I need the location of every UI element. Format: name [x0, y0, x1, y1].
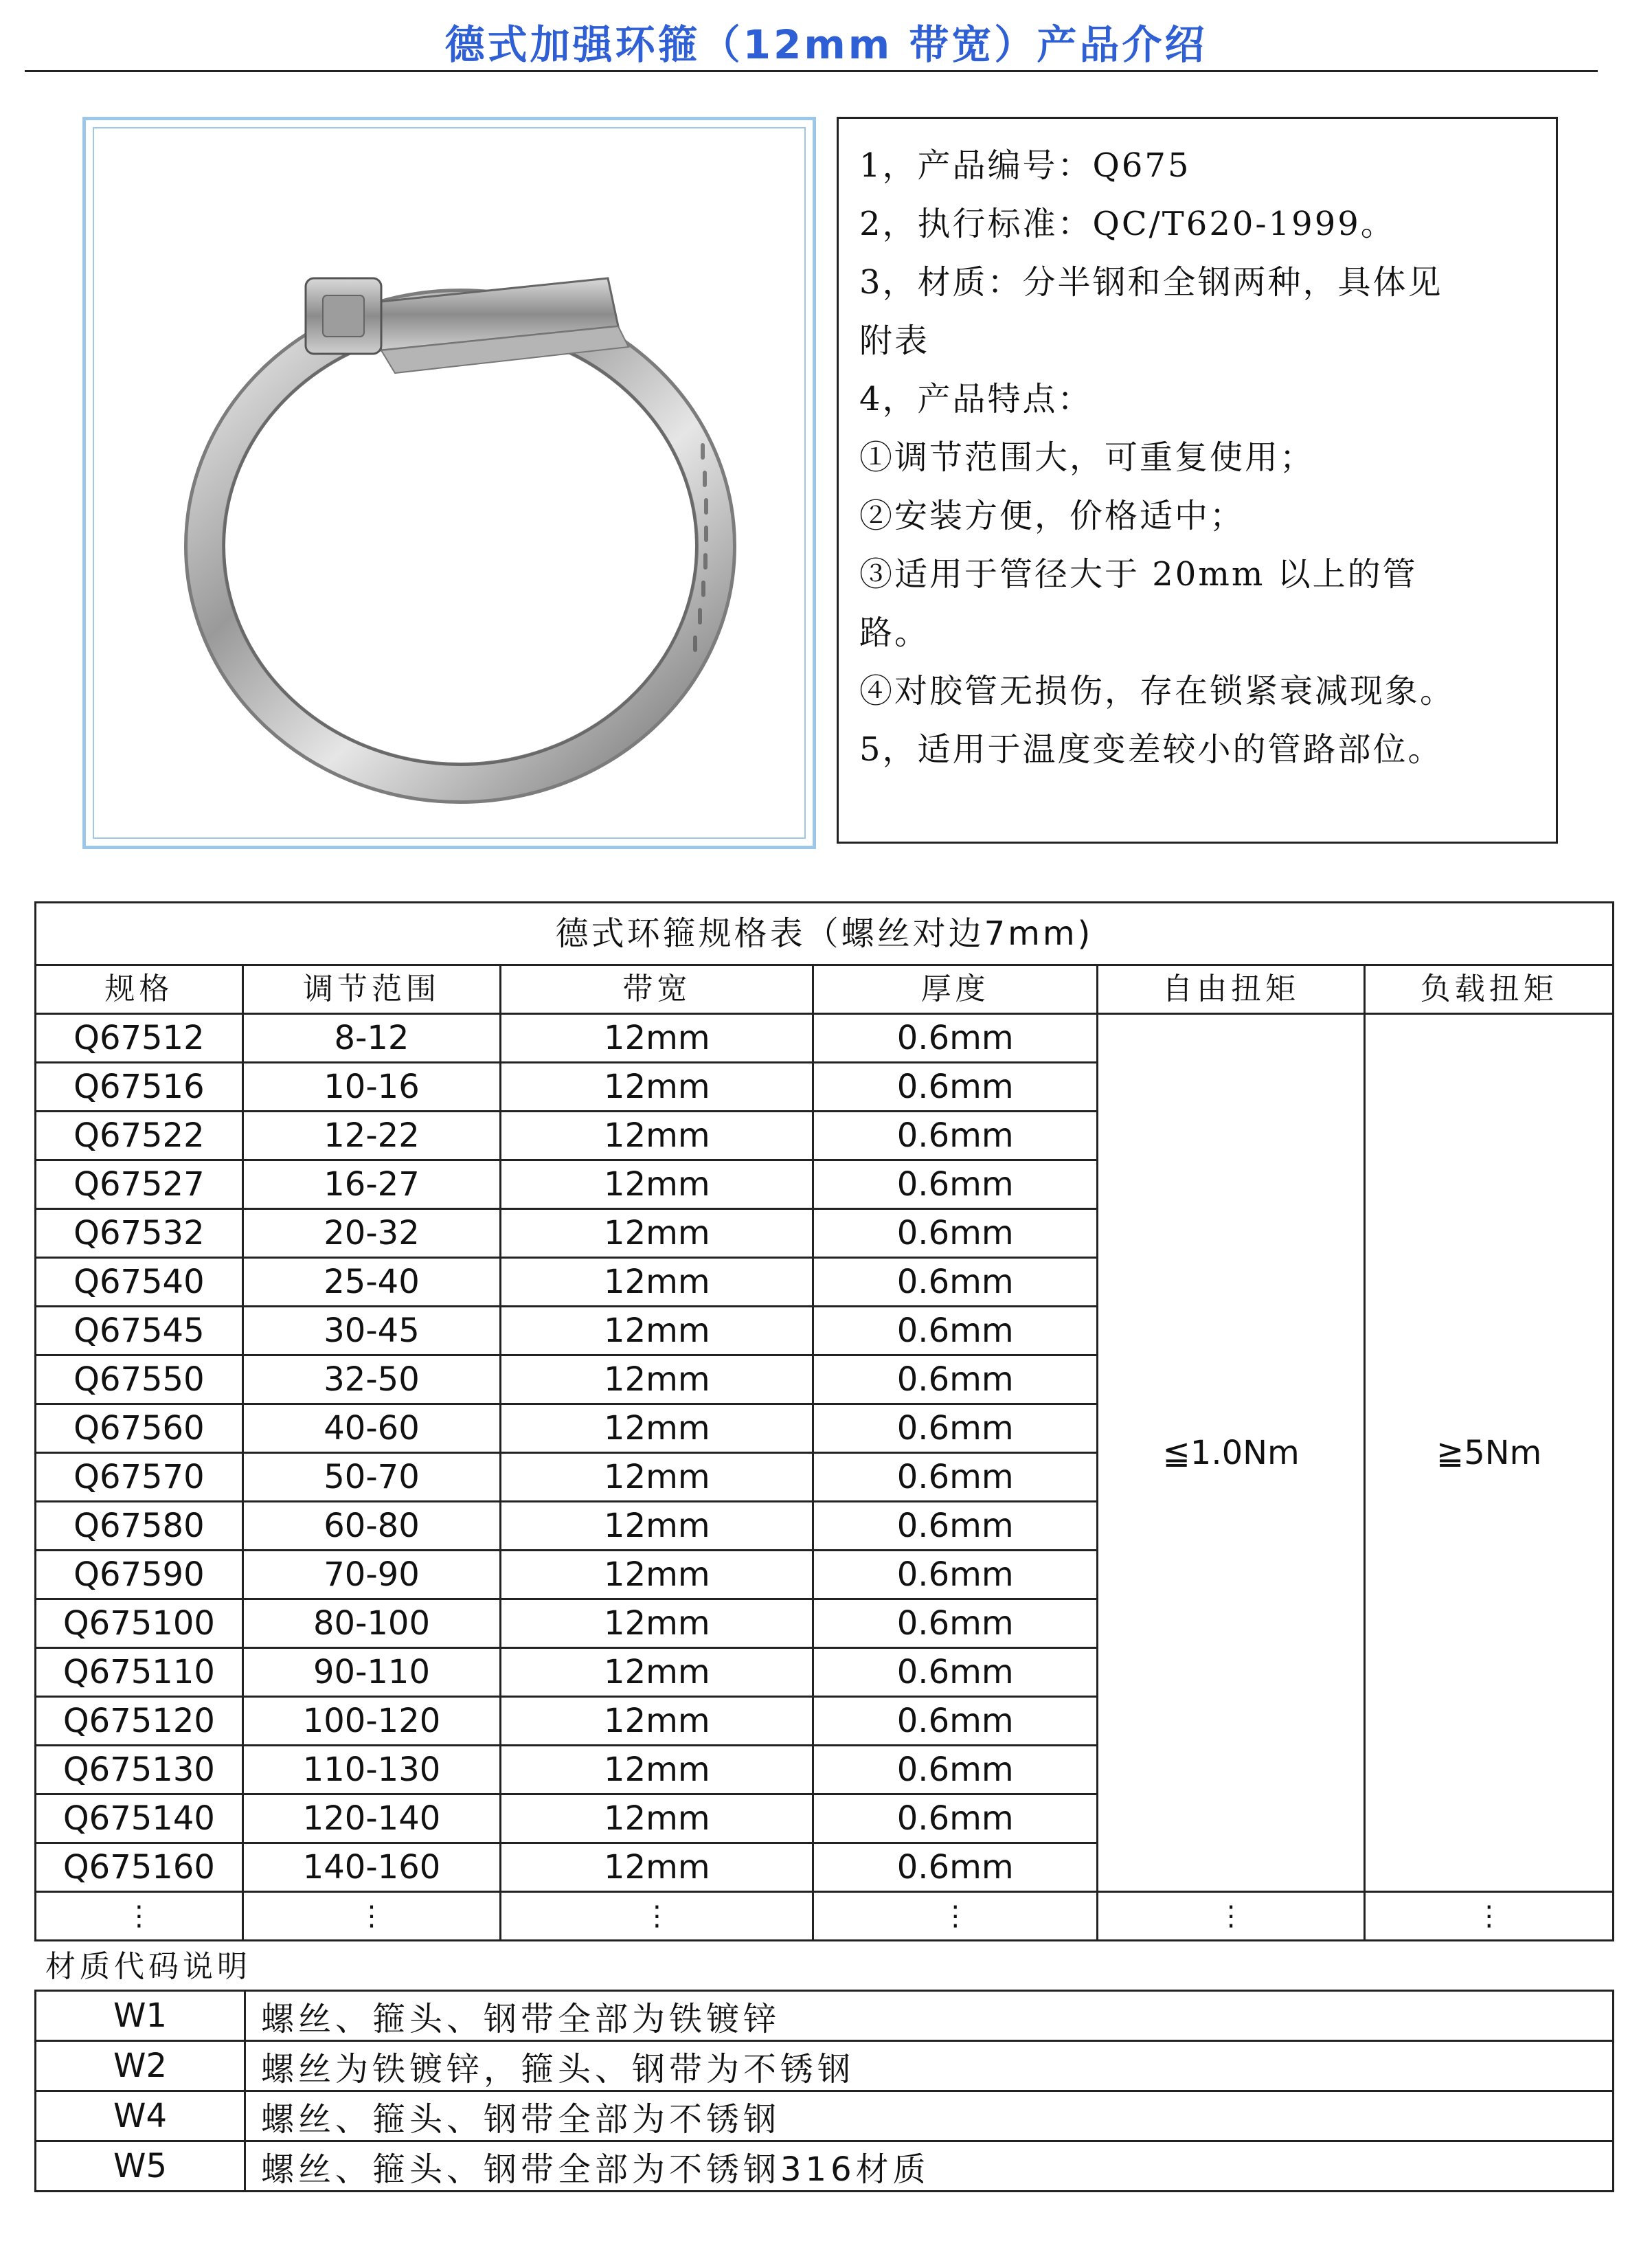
spec-code-cell: Q67512 [36, 1014, 243, 1063]
spec-code-cell: Q675100 [36, 1599, 243, 1648]
spec-range-cell: 40-60 [242, 1404, 500, 1453]
spec-range-cell: 90-110 [242, 1648, 500, 1697]
spec-code-cell: Q67516 [36, 1063, 243, 1112]
spec-range-cell: 10-16 [242, 1063, 500, 1112]
material-desc: 螺丝、箍头、钢带全部为不锈钢 [245, 2091, 1614, 2141]
spec-width-cell: 12mm [501, 1112, 813, 1160]
table-row [36, 1991, 1614, 2041]
spec-width-cell: 12mm [501, 1404, 813, 1453]
spec-thickness-cell: 0.6mm [813, 1453, 1097, 1502]
spec-range-cell: 8-12 [242, 1014, 500, 1063]
intro-line-usage: 5，适用于温度变差较小的管路部位。 [859, 730, 1443, 769]
free-torque-cell: ≦1.0Nm [1097, 1014, 1365, 1892]
spec-width-cell: 12mm [501, 1502, 813, 1551]
spec-range-cell: 50-70 [242, 1453, 500, 1502]
spec-width-cell: 12mm [501, 1160, 813, 1209]
material-code: W1 [36, 1991, 245, 2041]
spec-thickness-cell: 0.6mm [813, 1746, 1097, 1794]
intro-line-feature-3: ③适用于管径大于 20mm 以上的管 [859, 555, 1418, 594]
spec-table-caption: 德式环箍规格表（螺丝对边7mm) [36, 903, 1614, 965]
spec-range-cell: 110-130 [242, 1746, 500, 1794]
spec-range-cell: 70-90 [242, 1551, 500, 1599]
intro-line-material-cont: 附表 [859, 322, 930, 360]
ellipsis-cell: ⋮ [242, 1892, 500, 1941]
spec-width-cell: 12mm [501, 1307, 813, 1355]
spec-range-cell: 120-140 [242, 1794, 500, 1843]
spec-thickness-cell: 0.6mm [813, 1404, 1097, 1453]
material-title: 材质代码说明 [45, 1949, 251, 1984]
spec-code-cell: Q67590 [36, 1551, 243, 1599]
material-code: W4 [36, 2091, 245, 2141]
material-desc: 螺丝为铁镀锌，箍头、钢带为不锈钢 [245, 2041, 1614, 2091]
spec-code-cell: Q67580 [36, 1502, 243, 1551]
spec-thickness-cell: 0.6mm [813, 1794, 1097, 1843]
ellipsis-cell: ⋮ [1365, 1892, 1614, 1941]
spec-table-body [36, 1014, 1614, 1941]
spec-thickness-cell: 0.6mm [813, 1112, 1097, 1160]
table-row [36, 2141, 1614, 2192]
spec-range-cell: 25-40 [242, 1258, 500, 1307]
spec-code-cell: Q675110 [36, 1648, 243, 1697]
spec-code-cell: Q67532 [36, 1209, 243, 1258]
spec-thickness-cell: 0.6mm [813, 1355, 1097, 1404]
material-desc: 螺丝、箍头、钢带全部为不锈钢316材质 [245, 2141, 1614, 2192]
spec-width-cell: 12mm [501, 1355, 813, 1404]
spec-range-cell: 140-160 [242, 1843, 500, 1892]
spec-thickness-cell: 0.6mm [813, 1551, 1097, 1599]
spec-width-cell: 12mm [501, 1063, 813, 1112]
spec-thickness-cell: 0.6mm [813, 1307, 1097, 1355]
intro-line-features: 4，产品特点： [859, 380, 1093, 418]
spec-range-cell: 16-27 [242, 1160, 500, 1209]
ellipsis-cell: ⋮ [813, 1892, 1097, 1941]
intro-line-standard: 2，执行标准：QC/T620-1999。 [859, 205, 1396, 243]
header-cell: 厚度 [813, 965, 1097, 1014]
header-cell: 调节范围 [242, 965, 500, 1014]
spec-width-cell: 12mm [501, 1014, 813, 1063]
spec-code-cell: Q675130 [36, 1746, 243, 1794]
spec-code-cell: Q675160 [36, 1843, 243, 1892]
spec-code-cell: Q67550 [36, 1355, 243, 1404]
intro-line-feature-4: ④对胶管无损伤，存在锁紧衰减现象。 [859, 672, 1456, 710]
spec-width-cell: 12mm [501, 1648, 813, 1697]
spec-thickness-cell: 0.6mm [813, 1014, 1097, 1063]
header-cell: 自由扭矩 [1097, 965, 1365, 1014]
spec-width-cell: 12mm [501, 1843, 813, 1892]
spec-thickness-cell: 0.6mm [813, 1258, 1097, 1307]
intro-line-feature-3-cont: 路。 [859, 613, 930, 652]
spec-table [34, 901, 1614, 1941]
spec-thickness-cell: 0.6mm [813, 1843, 1097, 1892]
material-desc: 螺丝、箍头、钢带全部为铁镀锌 [245, 1991, 1614, 2041]
table-row [36, 1014, 1614, 1063]
spec-code-cell: Q67527 [36, 1160, 243, 1209]
intro-line-code: 1，产品编号：Q675 [859, 146, 1191, 185]
spec-range-cell: 12-22 [242, 1112, 500, 1160]
intro-line-feature-2: ②安装方便，价格适中； [859, 497, 1245, 535]
spec-width-cell: 12mm [501, 1599, 813, 1648]
spec-range-cell: 32-50 [242, 1355, 500, 1404]
spec-thickness-cell: 0.6mm [813, 1209, 1097, 1258]
spec-thickness-cell: 0.6mm [813, 1063, 1097, 1112]
table-row [36, 2041, 1614, 2091]
spec-range-cell: 80-100 [242, 1599, 500, 1648]
spec-code-cell: Q67560 [36, 1404, 243, 1453]
material-code: W2 [36, 2041, 245, 2091]
spec-code-cell: Q67570 [36, 1453, 243, 1502]
intro-line-material: 3，材质：分半钢和全钢两种，具体见 [859, 263, 1443, 302]
header-cell: 带宽 [501, 965, 813, 1014]
spec-width-cell: 12mm [501, 1697, 813, 1746]
spec-width-cell: 12mm [501, 1794, 813, 1843]
spec-width-cell: 12mm [501, 1746, 813, 1794]
load-torque-cell: ≧5Nm [1365, 1014, 1614, 1892]
ellipsis-cell: ⋮ [1097, 1892, 1365, 1941]
spec-width-cell: 12mm [501, 1551, 813, 1599]
spec-width-cell: 12mm [501, 1453, 813, 1502]
spec-thickness-cell: 0.6mm [813, 1502, 1097, 1551]
spec-table-header [36, 965, 1614, 1014]
spec-code-cell: Q675140 [36, 1794, 243, 1843]
spec-thickness-cell: 0.6mm [813, 1697, 1097, 1746]
ellipsis-cell: ⋮ [36, 1892, 243, 1941]
spec-width-cell: 12mm [501, 1209, 813, 1258]
header-cell: 负载扭矩 [1365, 965, 1614, 1014]
title-divider [25, 70, 1598, 72]
spec-range-cell: 20-32 [242, 1209, 500, 1258]
spec-thickness-cell: 0.6mm [813, 1160, 1097, 1209]
product-intro-box [837, 117, 1558, 844]
spec-thickness-cell: 0.6mm [813, 1599, 1097, 1648]
spec-range-cell: 60-80 [242, 1502, 500, 1551]
table-row [36, 2091, 1614, 2141]
spec-code-cell: Q67522 [36, 1112, 243, 1160]
material-table [34, 1990, 1614, 2192]
hose-clamp-icon [86, 120, 813, 846]
spec-code-cell: Q67545 [36, 1307, 243, 1355]
spec-width-cell: 12mm [501, 1258, 813, 1307]
page-title: 德式加强环箍（12mm 带宽）产品介绍 [444, 21, 1208, 68]
header-cell: 规格 [36, 965, 243, 1014]
material-code: W5 [36, 2141, 245, 2192]
ellipsis-row [36, 1892, 1614, 1941]
product-photo [82, 117, 816, 849]
intro-line-feature-1: ①调节范围大，可重复使用； [859, 438, 1315, 477]
spec-code-cell: Q67540 [36, 1258, 243, 1307]
ellipsis-cell: ⋮ [501, 1892, 813, 1941]
spec-code-cell: Q675120 [36, 1697, 243, 1746]
spec-thickness-cell: 0.6mm [813, 1648, 1097, 1697]
spec-range-cell: 30-45 [242, 1307, 500, 1355]
spec-range-cell: 100-120 [242, 1697, 500, 1746]
